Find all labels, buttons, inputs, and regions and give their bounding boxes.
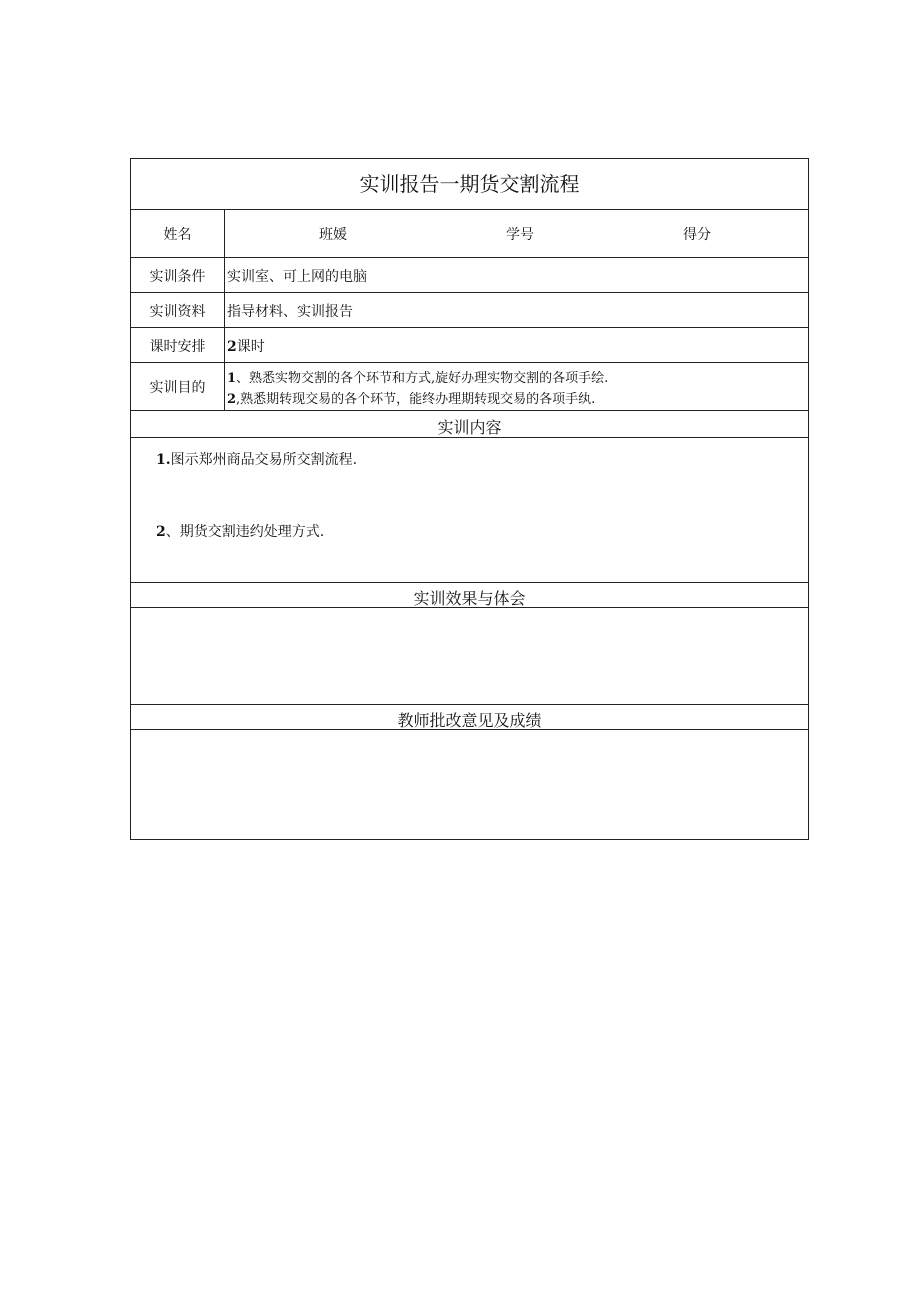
report-form xyxy=(130,158,809,840)
content-text: 图示郑州商品交易所交割流程. xyxy=(170,452,358,468)
content-item xyxy=(156,449,357,469)
objective-num: 2 xyxy=(227,392,237,407)
objective-text: 、熟悉实物交割的各个环节和方式,旋好办理实物交割的各项手绘. xyxy=(236,371,609,386)
conditions-label: 实训条件 xyxy=(149,269,206,285)
header-row xyxy=(131,210,808,257)
objective-text: ,熟悉期转现交易的各个环节，能终办理期转现交易的各项手纨. xyxy=(236,392,596,407)
content-text: 、期货交割违约处理方式. xyxy=(165,524,325,540)
conditions-row xyxy=(131,258,808,292)
divider xyxy=(131,704,808,705)
teacher-body xyxy=(131,730,808,840)
score-label: 得分 xyxy=(683,227,711,243)
report-title: 实训报告一期货交割流程 xyxy=(359,172,580,196)
schedule-unit: 课时 xyxy=(236,339,265,355)
schedule-label: 课时安排 xyxy=(149,339,206,355)
materials-value: 指导材料、实训报告 xyxy=(227,304,353,320)
schedule-value xyxy=(227,336,265,356)
divider xyxy=(131,582,808,583)
content-item xyxy=(156,521,324,541)
objective-item xyxy=(227,367,608,386)
content-heading: 实训内容 xyxy=(437,418,502,437)
content-num: 2 xyxy=(156,524,166,540)
results-heading: 实训效果与体会 xyxy=(413,589,526,608)
materials-label: 实训资料 xyxy=(149,304,206,320)
results-body xyxy=(131,608,808,704)
schedule-num: 2 xyxy=(227,339,237,355)
student-id-label: 学号 xyxy=(506,227,534,243)
objective-item xyxy=(227,388,595,407)
objectives-label: 实训目的 xyxy=(149,380,206,396)
name-label: 姓名 xyxy=(163,227,192,243)
content-num: 1. xyxy=(156,452,171,468)
materials-row xyxy=(131,293,808,327)
conditions-value: 实训室、可上网的电脑 xyxy=(227,269,367,285)
objective-num: 1 xyxy=(227,371,237,386)
schedule-row xyxy=(131,328,808,362)
teacher-heading: 教师批改意见及成绩 xyxy=(397,711,542,730)
column-divider xyxy=(224,210,225,410)
content-body xyxy=(131,438,808,582)
divider xyxy=(131,410,808,411)
objectives-row xyxy=(131,363,808,410)
class-label: 班媛 xyxy=(319,227,347,243)
